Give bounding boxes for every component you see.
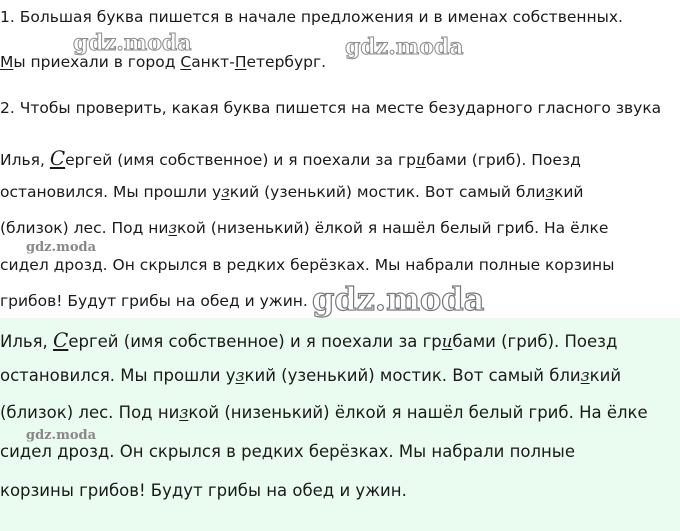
watermark: gdz.moda	[26, 428, 97, 443]
watermark: gdz.moda	[312, 280, 485, 318]
text-fragment: (близок) лес. Под ни	[0, 219, 169, 237]
text2-line-2	[0, 366, 621, 385]
text1-line-5: грибов! Будут грибы на обед и ужин.	[0, 292, 308, 310]
checked-consonant: з	[235, 366, 245, 385]
text2-line-5: корзины грибов! Будут грибы на обед и ужин.	[0, 481, 407, 500]
text-fragment: бами (гриб). Поезд	[452, 332, 618, 351]
watermark: gdz.moda	[73, 30, 192, 56]
text-fragment: кий (узенький) мостик. Вот самый бли	[229, 183, 546, 201]
text1-line-3	[0, 219, 608, 237]
capital-letter: С	[53, 328, 69, 352]
text1-line-4: сидел дрозд. Он скрылся в редких берёзках. Мы набрали полные корзины	[0, 256, 615, 274]
checked-consonant: з	[580, 366, 590, 385]
example-text: анкт-	[191, 53, 235, 71]
checked-vowel: и	[415, 151, 426, 169]
text-fragment: кой (низенький) ёлкой я нашёл белый гриб. На ёлке	[176, 219, 609, 237]
example-text: ы приехали в город	[13, 53, 181, 71]
capital-letter: С	[180, 53, 192, 71]
rule-1: 1. Большая буква пишется в начале предложения и в именах собственных.	[0, 8, 623, 26]
text-fragment: кий (узенький) мостик. Вот самый бли	[244, 366, 581, 385]
watermark: gdz.moda	[26, 240, 97, 255]
text2-line-1	[0, 328, 617, 352]
text-fragment: кий	[553, 183, 584, 201]
checked-consonant: з	[179, 403, 189, 422]
text-fragment: остановился. Мы прошли у	[0, 366, 236, 385]
text1-line-1	[0, 146, 581, 170]
text1-line-2	[0, 183, 583, 201]
example-text: етербург.	[246, 53, 327, 71]
text-fragment: (близок) лес. Под ни	[0, 403, 180, 422]
checked-vowel: и	[441, 332, 453, 351]
capital-letter: С	[49, 146, 66, 170]
text-fragment: бами (гриб). Поезд	[425, 151, 581, 169]
text-fragment: кой (низенький) ёлкой я нашёл белый гриб. На ёлке	[188, 403, 648, 422]
text2-line-3	[0, 403, 648, 422]
cut-off-text-fragment	[420, 128, 600, 136]
checked-consonant: з	[221, 183, 230, 201]
text-fragment: Илья,	[0, 332, 54, 351]
rule-2: 2. Чтобы проверить, какая буква пишется на месте безударного гласного звука	[0, 99, 662, 117]
text2-line-4: сидел дрозд. Он скрылся в редких берёзках. Мы набрали полные	[0, 442, 575, 461]
capital-letter: П	[234, 53, 247, 71]
checked-consonant: з	[168, 219, 177, 237]
text-fragment: ергей (имя собственное) и я поехали за гр	[65, 151, 416, 169]
watermark: gdz.moda	[345, 34, 464, 60]
checked-consonant: з	[545, 183, 554, 201]
text-fragment: остановился. Мы прошли у	[0, 183, 222, 201]
capital-letter: М	[0, 53, 14, 71]
text-fragment: ергей (имя собственное) и я поехали за гр	[68, 332, 442, 351]
text-fragment: Илья,	[0, 151, 50, 169]
text-fragment: кий	[589, 366, 622, 385]
